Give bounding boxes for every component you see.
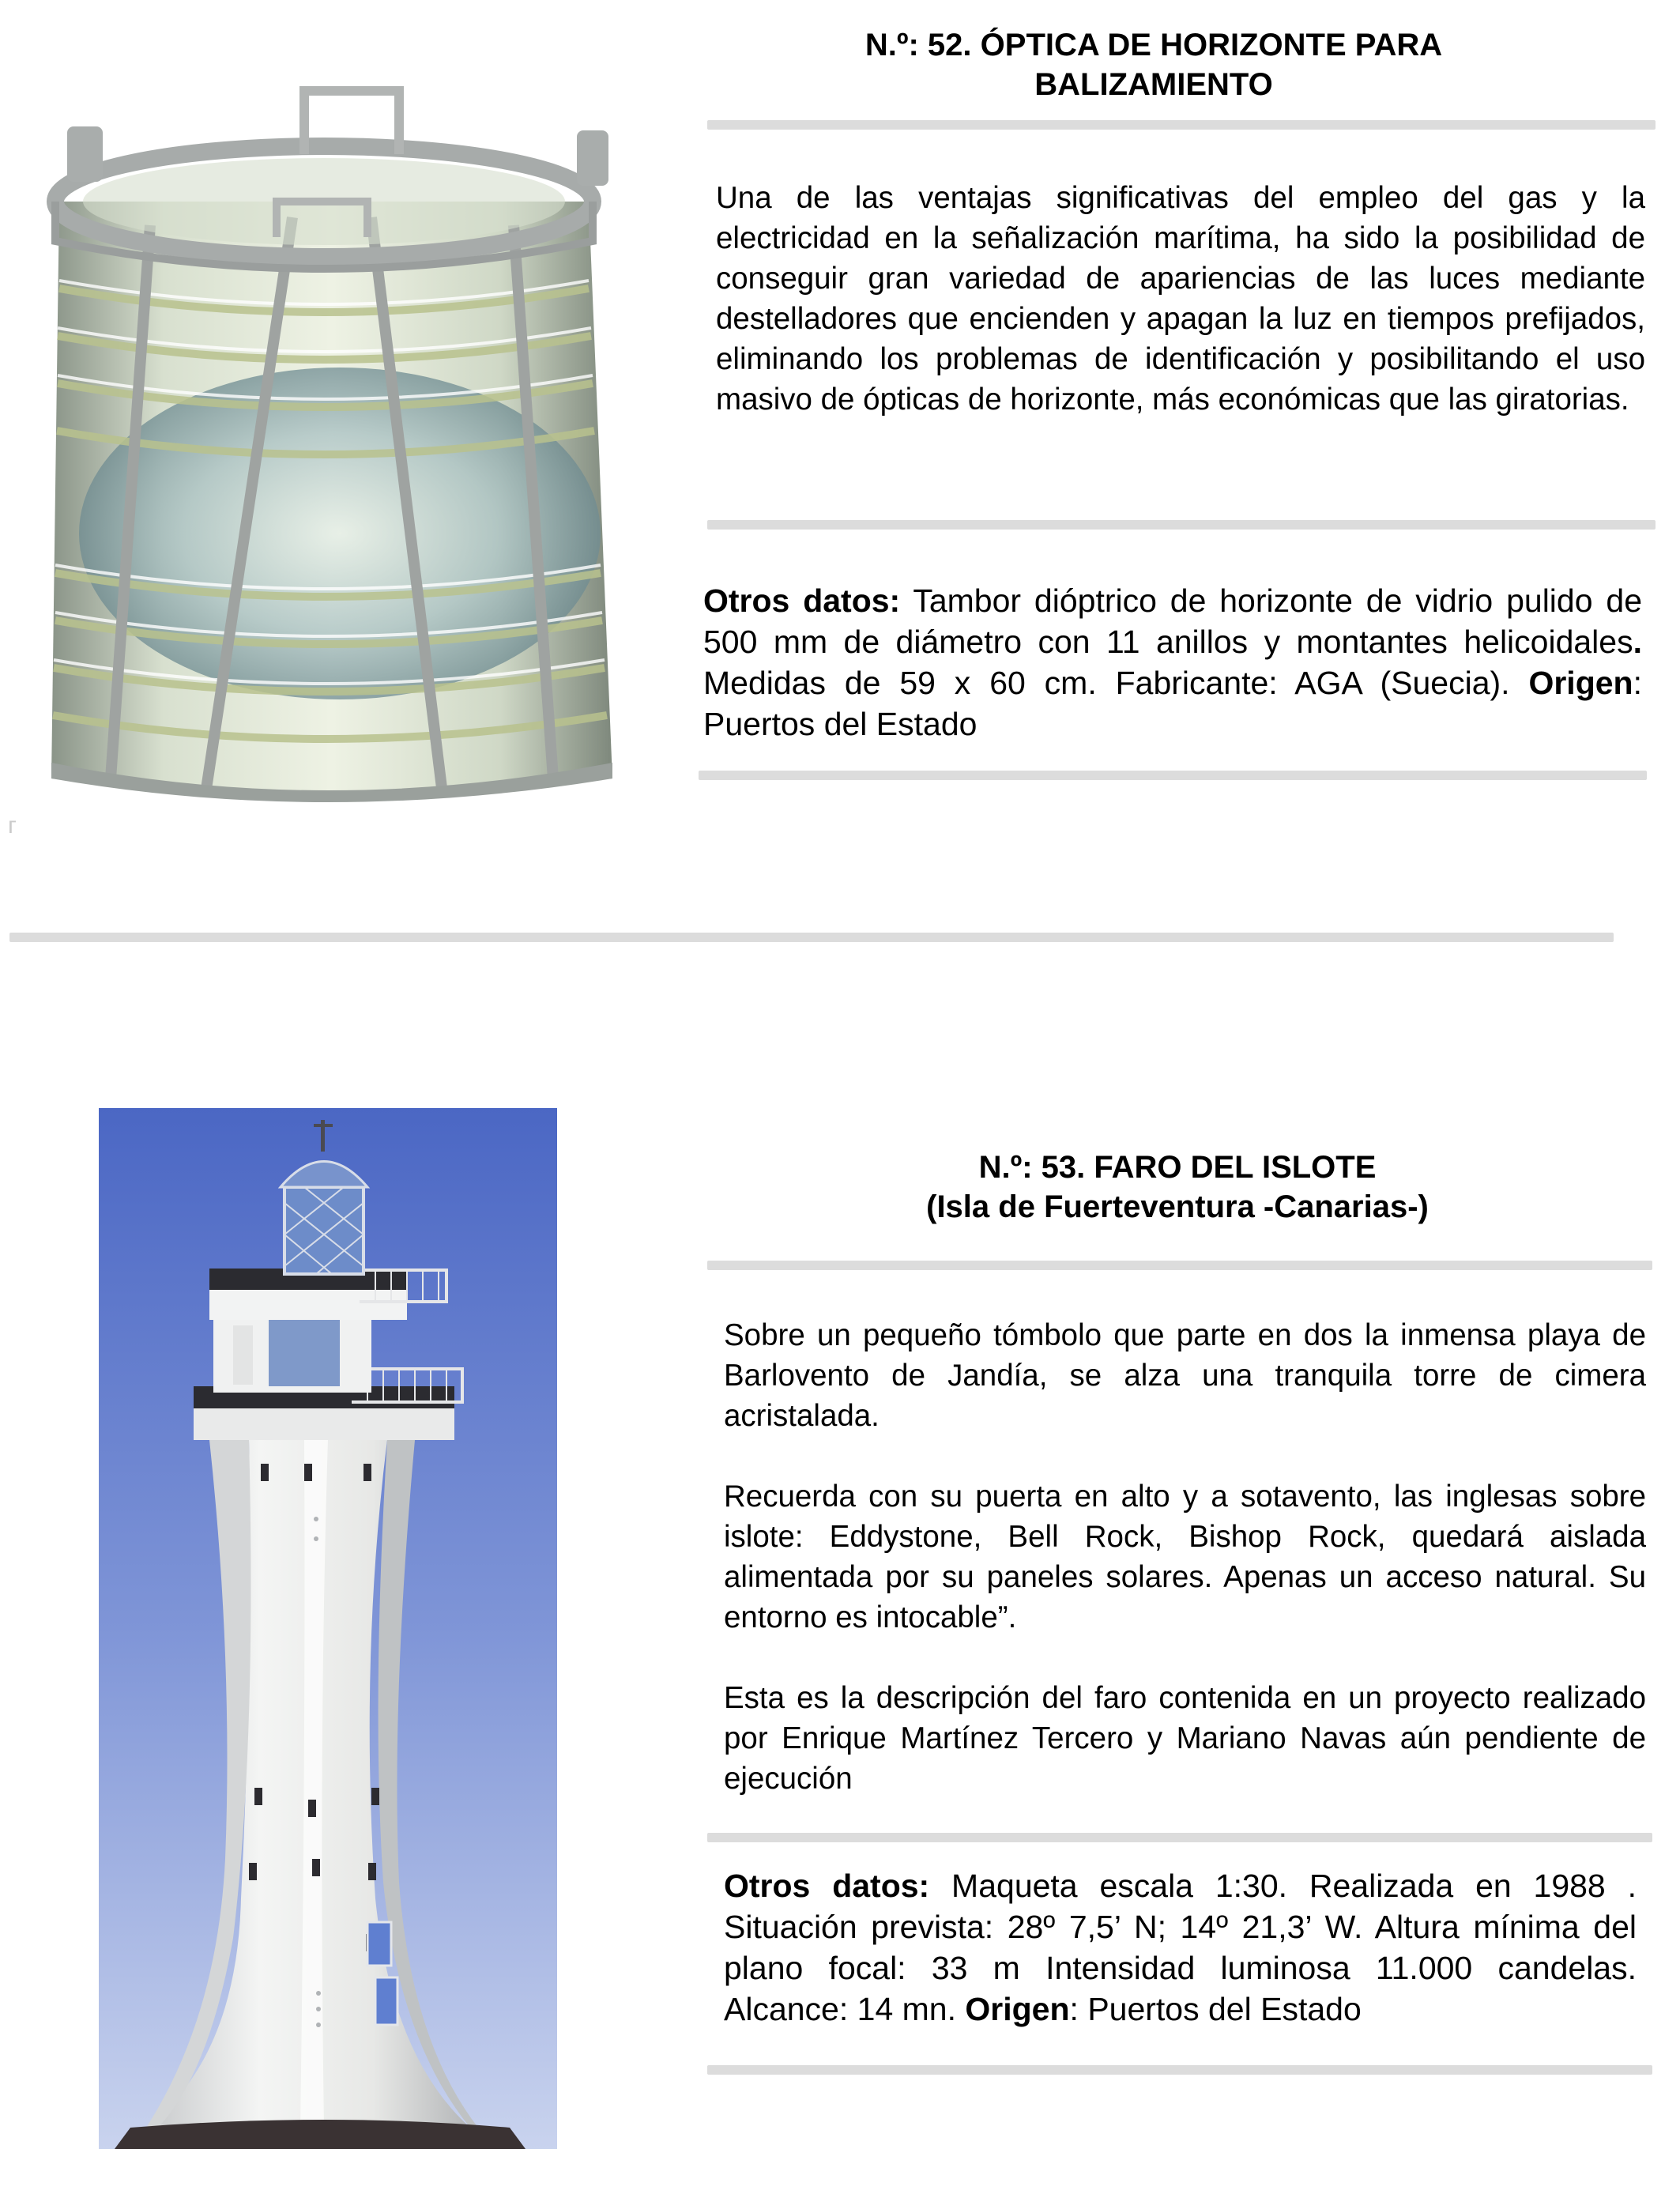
- item53-paragraph: Esta es la descripción del faro contenida en un proyecto realizado por Enrique Martínez Tercero y Mariano Navas aún pendiente de ejecución: [724, 1681, 1646, 1796]
- origin-text: : Puertos del Estado: [703, 665, 1642, 742]
- item53-paragraph: Recuerda con su puerta en alto y a sotavento, las inglesas sobre islote: Eddystone, Bell Rock, Bishop Rock, quedará aislada alimentada por su paneles solares. Apenas un acceso natural. Su entorno es intocable”.: [724, 1480, 1646, 1634]
- other-data-label: Otros datos:: [724, 1868, 930, 1904]
- lens-photo: [32, 83, 632, 810]
- origin-text: : Puertos del Estado: [1069, 1991, 1362, 2027]
- other-data-text: Medidas de 59 x 60 cm. Fabricante: AGA (Suecia).: [703, 665, 1529, 701]
- item53-title-line2: (Isla de Fuerteventura -Canarias-): [926, 1189, 1429, 1224]
- item53-title: [719, 1148, 1636, 1227]
- divider: [707, 520, 1656, 530]
- item53-paragraph: Sobre un pequeño tómbolo que parte en dos la inmensa playa de Barlovento de Jandía, se alza una tranquila torre de cimera acristalada.: [724, 1318, 1646, 1433]
- other-data-dot: .: [1633, 624, 1642, 660]
- item53-description: [724, 1315, 1646, 1799]
- other-data-label: Otros datos:: [703, 582, 901, 619]
- item52-description: Una de las ventajas significativas del empleo del gas y la electricidad en la señalización marítima, ha sido la posibilidad de conseguir gran variedad de apariencias de las luces mediante destelladores que encienden y apagan la luz en tiempos prefijados, eliminando los problemas de identificación y posibilitando el uso masivo de ópticas de horizonte, más económicas que las giratorias.: [716, 181, 1645, 417]
- item53-other-data: [724, 1865, 1637, 2030]
- origin-label: Origen: [965, 1991, 1070, 2027]
- divider: [699, 771, 1647, 780]
- divider: [707, 120, 1656, 130]
- section-divider: [9, 933, 1614, 942]
- scan-mark: ᴦ: [8, 812, 17, 839]
- item52-title-line2: BALIZAMIENTO: [1034, 67, 1273, 102]
- item52-title-line1: N.º: 52. ÓPTICA DE HORIZONTE PARA: [864, 28, 1443, 62]
- divider: [707, 2065, 1652, 2075]
- lighthouse-model-photo: [99, 1108, 557, 2149]
- other-data-text: Tambor dióptrico de horizonte de vidrio pulido de 500 mm de diámetro con 11 anillos y montantes helicoidales: [703, 582, 1642, 660]
- item52-other-data: [703, 580, 1642, 745]
- divider: [707, 1833, 1652, 1842]
- other-data-text: Maqueta escala 1:30. Realizada en 1988 . Situación prevista: 28º 7,5’ N; 14º 21,3’ W. Altura mínima del plano focal: 33 m Intensidad luminosa 11.000 candelas. Alcance: 14 mn.: [724, 1868, 1637, 2027]
- divider: [707, 1261, 1652, 1270]
- item52-title: [680, 25, 1628, 104]
- origin-label: Origen: [1528, 665, 1633, 701]
- item53-title-line1: N.º: 53. FARO DEL ISLOTE: [978, 1150, 1377, 1185]
